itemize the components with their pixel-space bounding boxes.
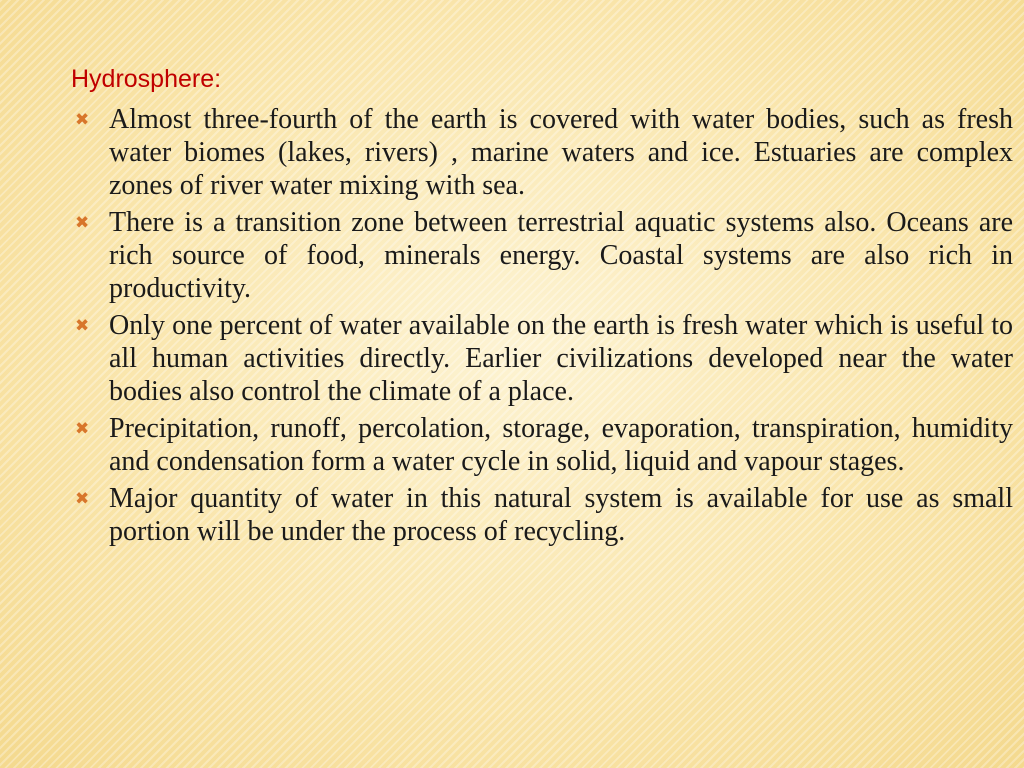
bullet-item bbox=[71, 482, 1013, 548]
bullet-text: Only one percent of water available on the earth is fresh water which is useful to all human activities directly. Earlier civilizations developed near the water bodies also control the climate of a place. bbox=[109, 310, 1013, 407]
bullet-item bbox=[71, 103, 1013, 202]
x-bullet-icon: ✖ bbox=[75, 316, 90, 336]
x-bullet-icon: ✖ bbox=[75, 489, 90, 509]
bullet-text: There is a transition zone between terrestrial aquatic systems also. Oceans are rich source of food, minerals energy. Coastal systems are also rich in productivity. bbox=[109, 207, 1013, 304]
slide-heading: Hydrosphere: bbox=[71, 65, 222, 93]
bullet-item bbox=[71, 206, 1013, 305]
bullet-text: Precipitation, runoff, percolation, storage, evaporation, transpiration, humidity and condensation form a water cycle in solid, liquid and vapour stages. bbox=[109, 413, 1013, 477]
bullet-text: Major quantity of water in this natural system is available for use as small portion will be under the process of recycling. bbox=[109, 483, 1013, 547]
bullet-list bbox=[71, 103, 1013, 552]
x-bullet-icon: ✖ bbox=[75, 213, 90, 233]
x-bullet-icon: ✖ bbox=[75, 419, 90, 439]
bullet-text: Almost three-fourth of the earth is covered with water bodies, such as fresh water biomes (lakes, rivers) , marine waters and ice. Estuaries are complex zones of river water mixing with sea. bbox=[109, 104, 1013, 201]
bullet-item bbox=[71, 309, 1013, 408]
x-bullet-icon: ✖ bbox=[75, 110, 90, 130]
bullet-item bbox=[71, 412, 1013, 478]
